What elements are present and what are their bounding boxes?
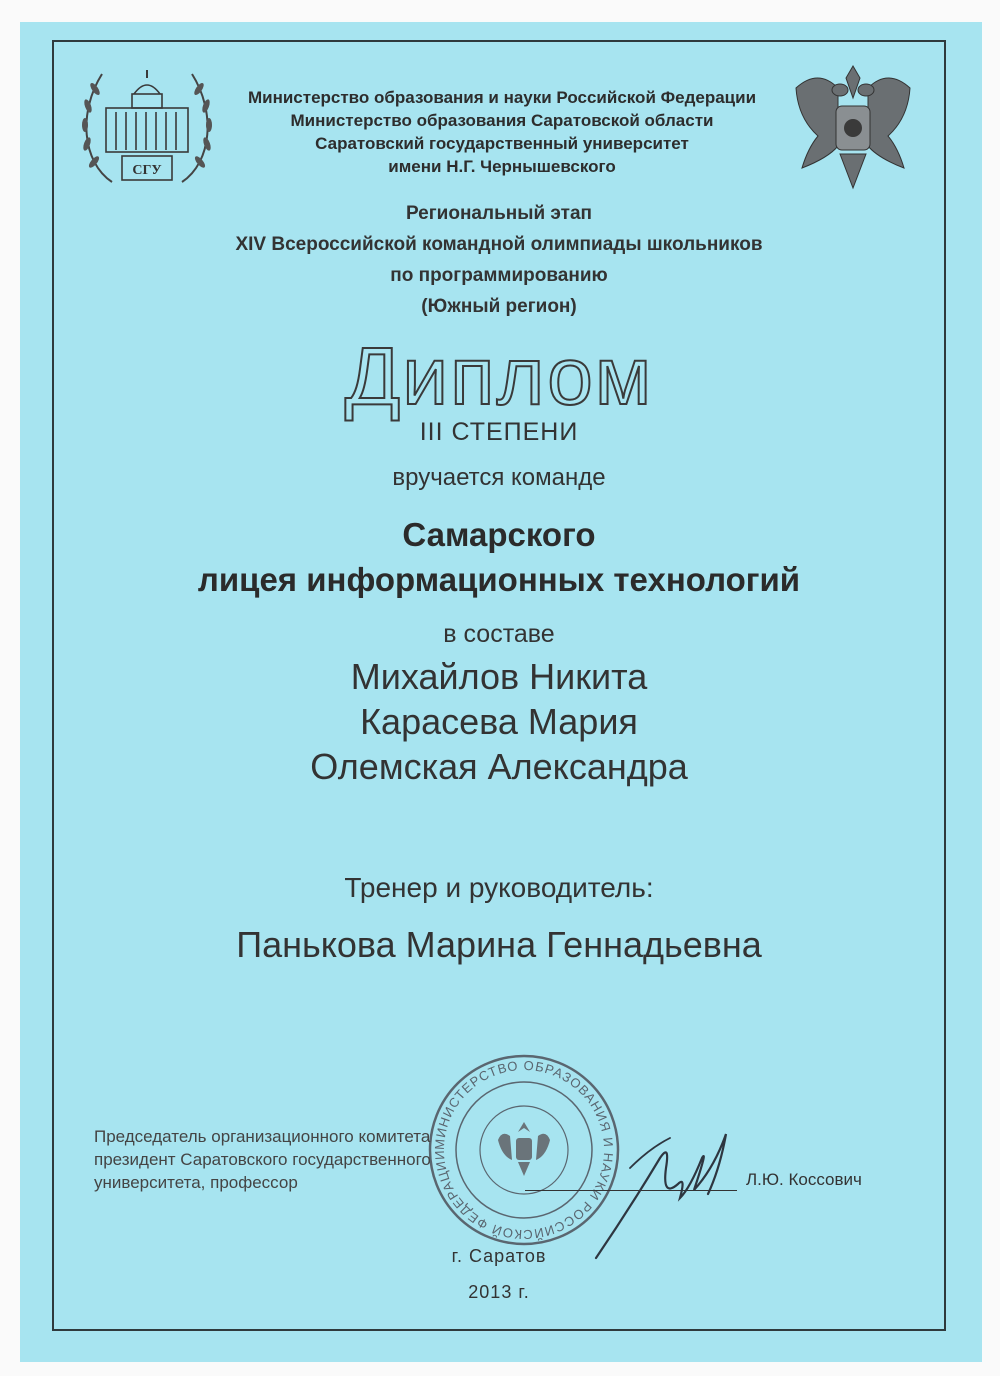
olympiad-line-4: (Южный регион) [421, 296, 577, 317]
given-to-label: вручается команде [392, 464, 606, 491]
olympiad-line-3: по программированию [390, 265, 608, 286]
university-line: Саратовский государственный университет [315, 134, 689, 153]
signer-line-2: президент Саратовского государственного [94, 1150, 431, 1169]
members-list [52, 654, 946, 789]
members-label: в составе [443, 620, 555, 648]
ministry-line-2: Министерство образования Саратовской области [290, 111, 714, 130]
logo-text: СГУ [132, 163, 162, 178]
handwritten-signature [590, 1098, 740, 1268]
olympiad-line-1: Региональный этап [405, 203, 592, 224]
signer-title [94, 1125, 431, 1194]
member-1: Михайлов Никита [350, 656, 648, 697]
ministry-line-1: Министерство образования и науки Российской Федерации [247, 88, 757, 107]
team-name-line-1: Самарского [402, 516, 596, 553]
university-name-line: имени Н.Г. Чернышевского [388, 157, 616, 176]
member-3: Олемская Александра [310, 746, 688, 787]
city: г. Саратов [451, 1246, 547, 1266]
team-name-line-2: лицея информационных технологий [197, 561, 801, 598]
olympiad-title [52, 198, 946, 322]
team-name [52, 512, 946, 602]
diploma-title: Диплом [344, 331, 654, 422]
year: 2013 г. [468, 1282, 530, 1302]
coat-of-arms-icon [788, 58, 918, 198]
member-2: Карасева Мария [360, 701, 638, 742]
olympiad-line-2: XIV Всероссийской командной олимпиады школьников [235, 234, 763, 255]
diploma-degree: III СТЕПЕНИ [419, 418, 579, 446]
ministry-header [205, 86, 799, 178]
coach-label: Тренер и руководитель: [344, 872, 654, 903]
signer-line-3: университета, профессор [94, 1173, 298, 1192]
coach-name: Панькова Марина Геннадьевна [236, 924, 762, 965]
signer-line-1: Председатель организационного комитета [94, 1127, 431, 1146]
stamp-text: МИНИСТЕРСТВО ОБРАЗОВАНИЯ И НАУКИ РОССИЙСКОЙ ФЕДЕРАЦИИ [431, 1057, 617, 1243]
university-logo [72, 52, 222, 202]
signer-name: Л.Ю. Коссович [746, 1170, 862, 1189]
